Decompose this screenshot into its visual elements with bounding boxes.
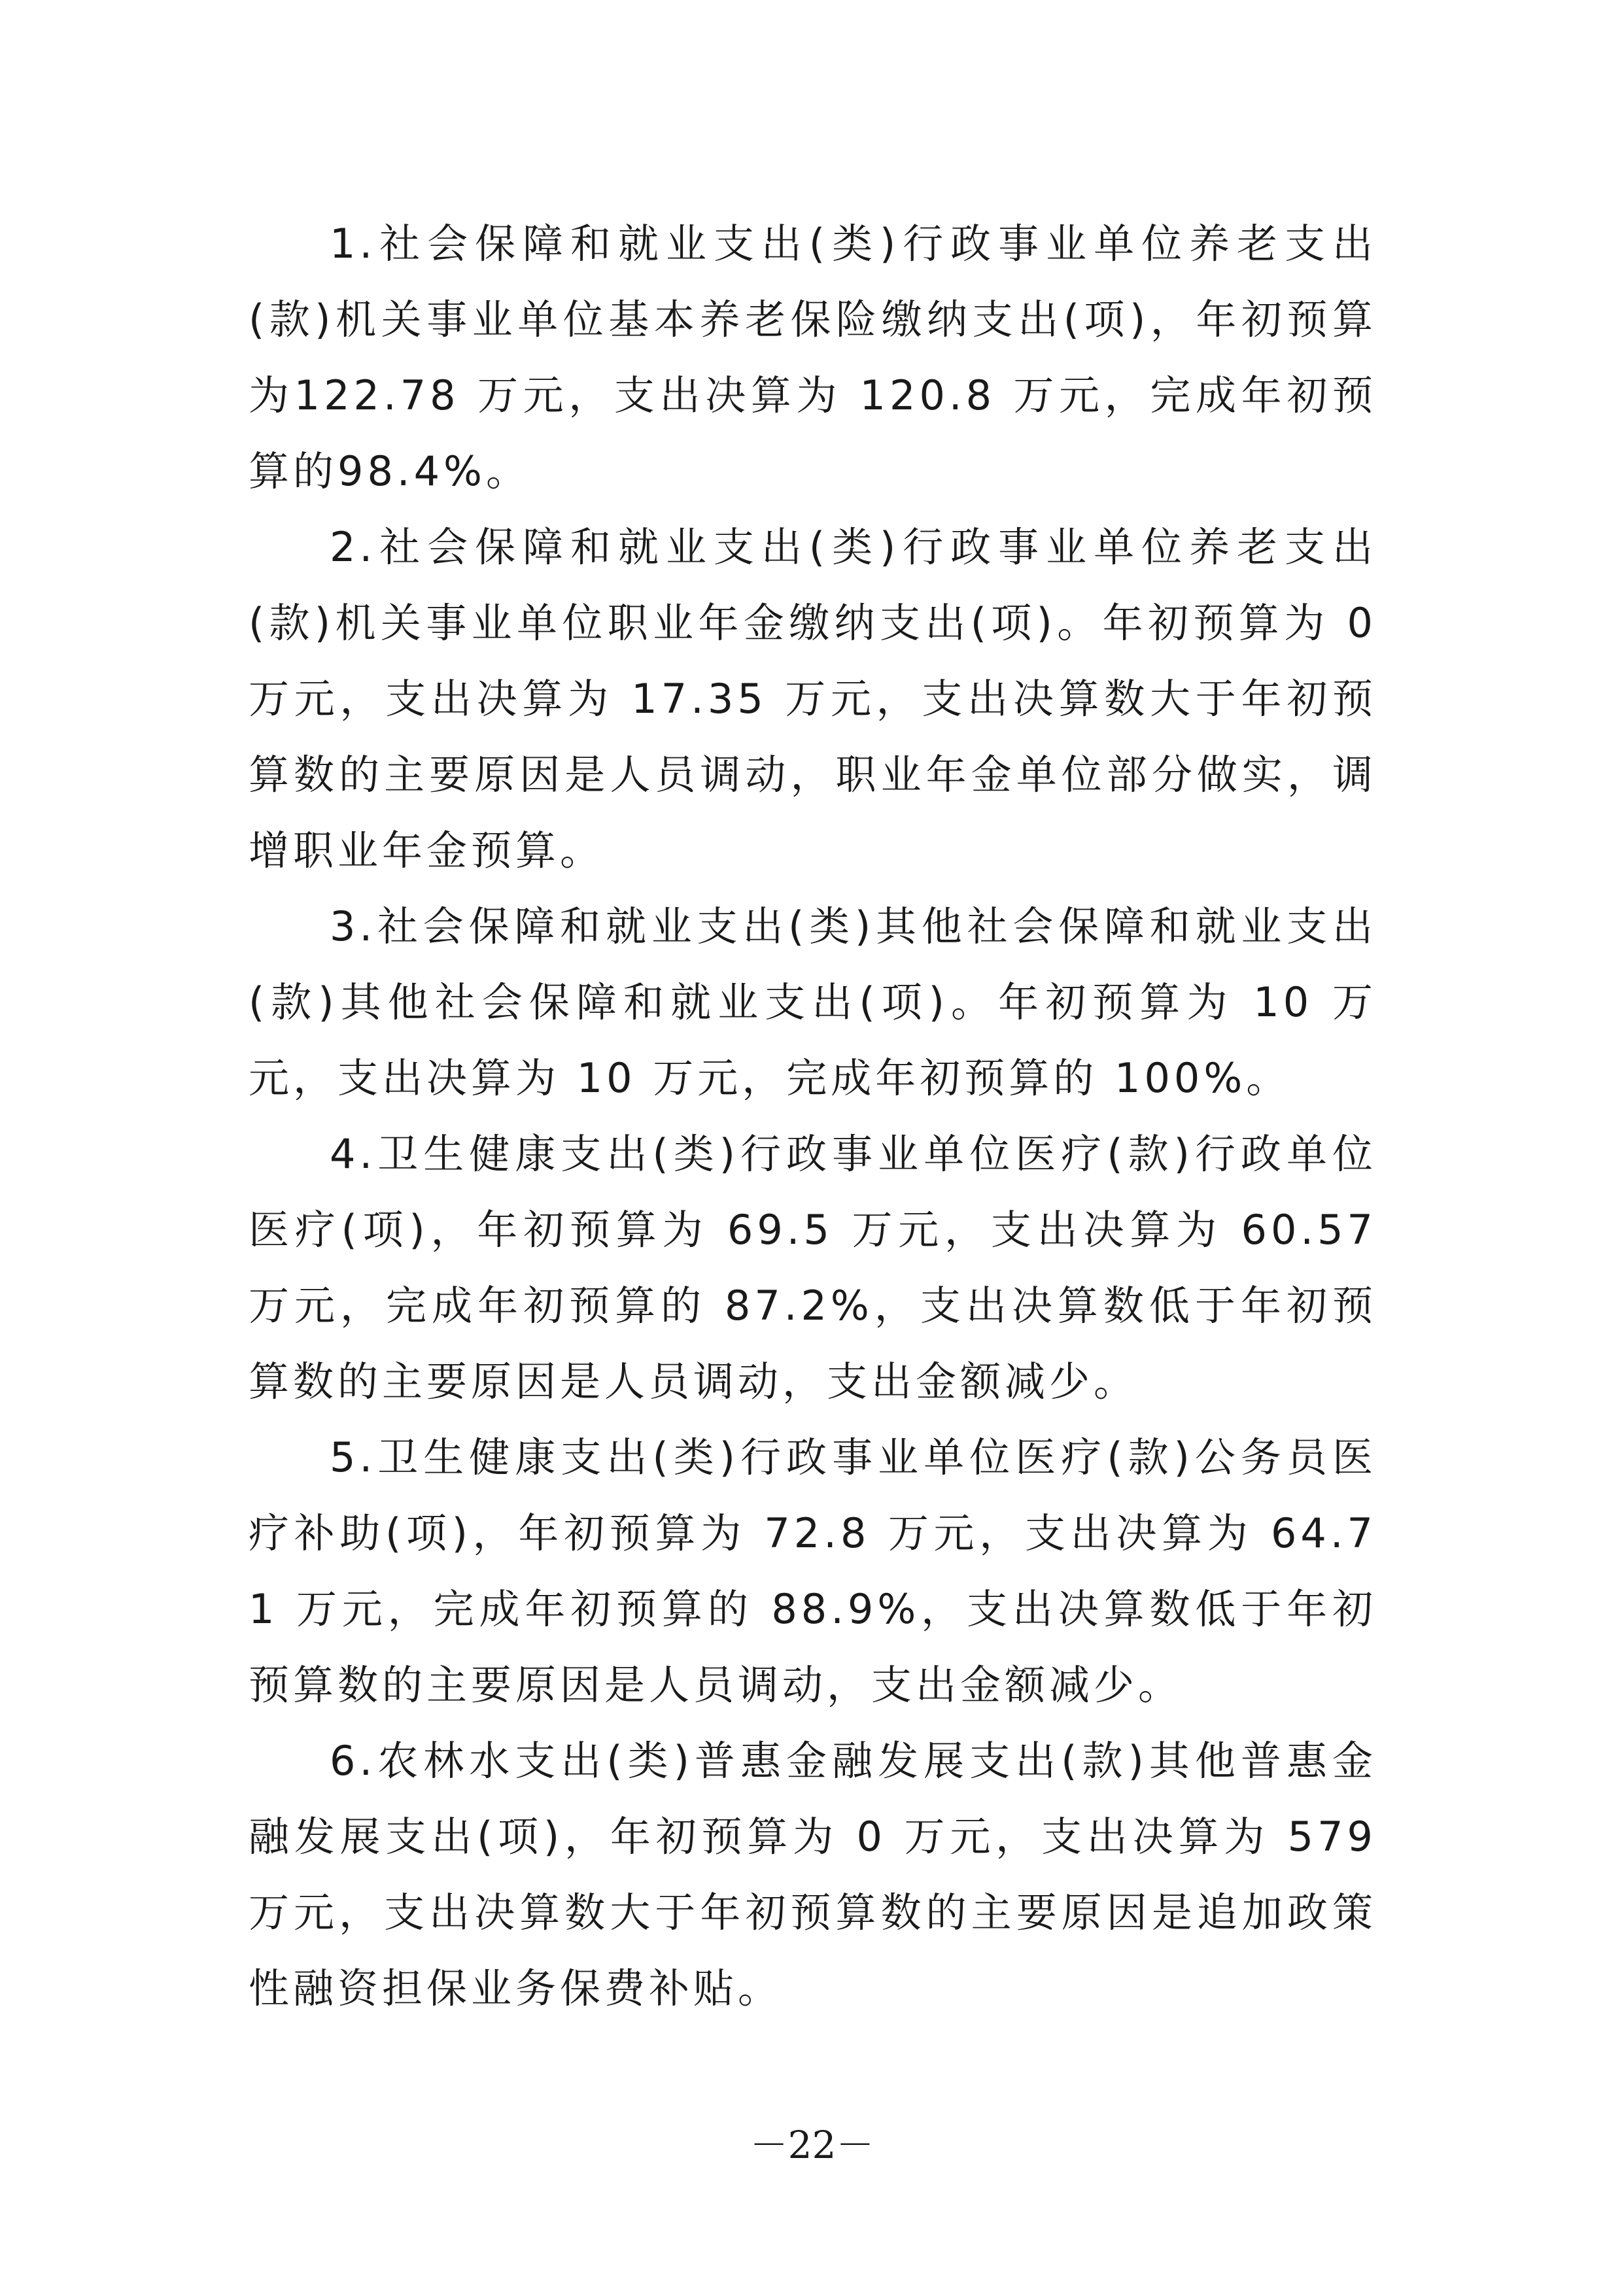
page-number: －22－ <box>750 2123 874 2167</box>
paragraph-item-6: 6.农林水支出(类)普惠金融发展支出(款)其他普惠金融发展支出(项)，年初预算为 0 万元，支出决算为 579 万元，支出决算数大于年初预算数的主要原因是追加政策性融资担保业务保费补贴。 <box>249 1737 1377 2012</box>
paragraph-item-3: 3.社会保障和就业支出(类)其他社会保障和就业支出(款)其他社会保障和就业支出(项)。年初预算为 10 万元，支出决算为 10 万元，完成年初预算的 100%。 <box>249 902 1377 1102</box>
paragraph-item-5: 5.卫生健康支出(类)行政事业单位医疗(款)公务员医疗补助(项)，年初预算为 72.8 万元，支出决算为 64.71 万元，完成年初预算的 88.9%，支出决算数低于年初预算数的主要原因是人员调动，支出金额减少。 <box>249 1433 1377 1709</box>
paragraph-item-2: 2.社会保障和就业支出(类)行政事业单位养老支出(款)机关事业单位职业年金缴纳支出(项)。年初预算为 0 万元，支出决算为 17.35 万元，支出决算数大于年初预算数的主要原因是人员调动，职业年金单位部分做实，调增职业年金预算。 <box>249 523 1377 874</box>
paragraph-item-1: 1.社会保障和就业支出(类)行政事业单位养老支出(款)机关事业单位基本养老保险缴纳支出(项)，年初预算为122.78 万元，支出决算为 120.8 万元，完成年初预算的98.4%。 <box>249 220 1377 495</box>
body-text <box>249 206 1377 2027</box>
paragraph-item-4: 4.卫生健康支出(类)行政事业单位医疗(款)行政单位医疗(项)，年初预算为 69.5 万元，支出决算为 60.57 万元，完成年初预算的 87.2%，支出决算数低于年初预算数的主要原因是人员调动，支出金额减少。 <box>249 1130 1377 1405</box>
